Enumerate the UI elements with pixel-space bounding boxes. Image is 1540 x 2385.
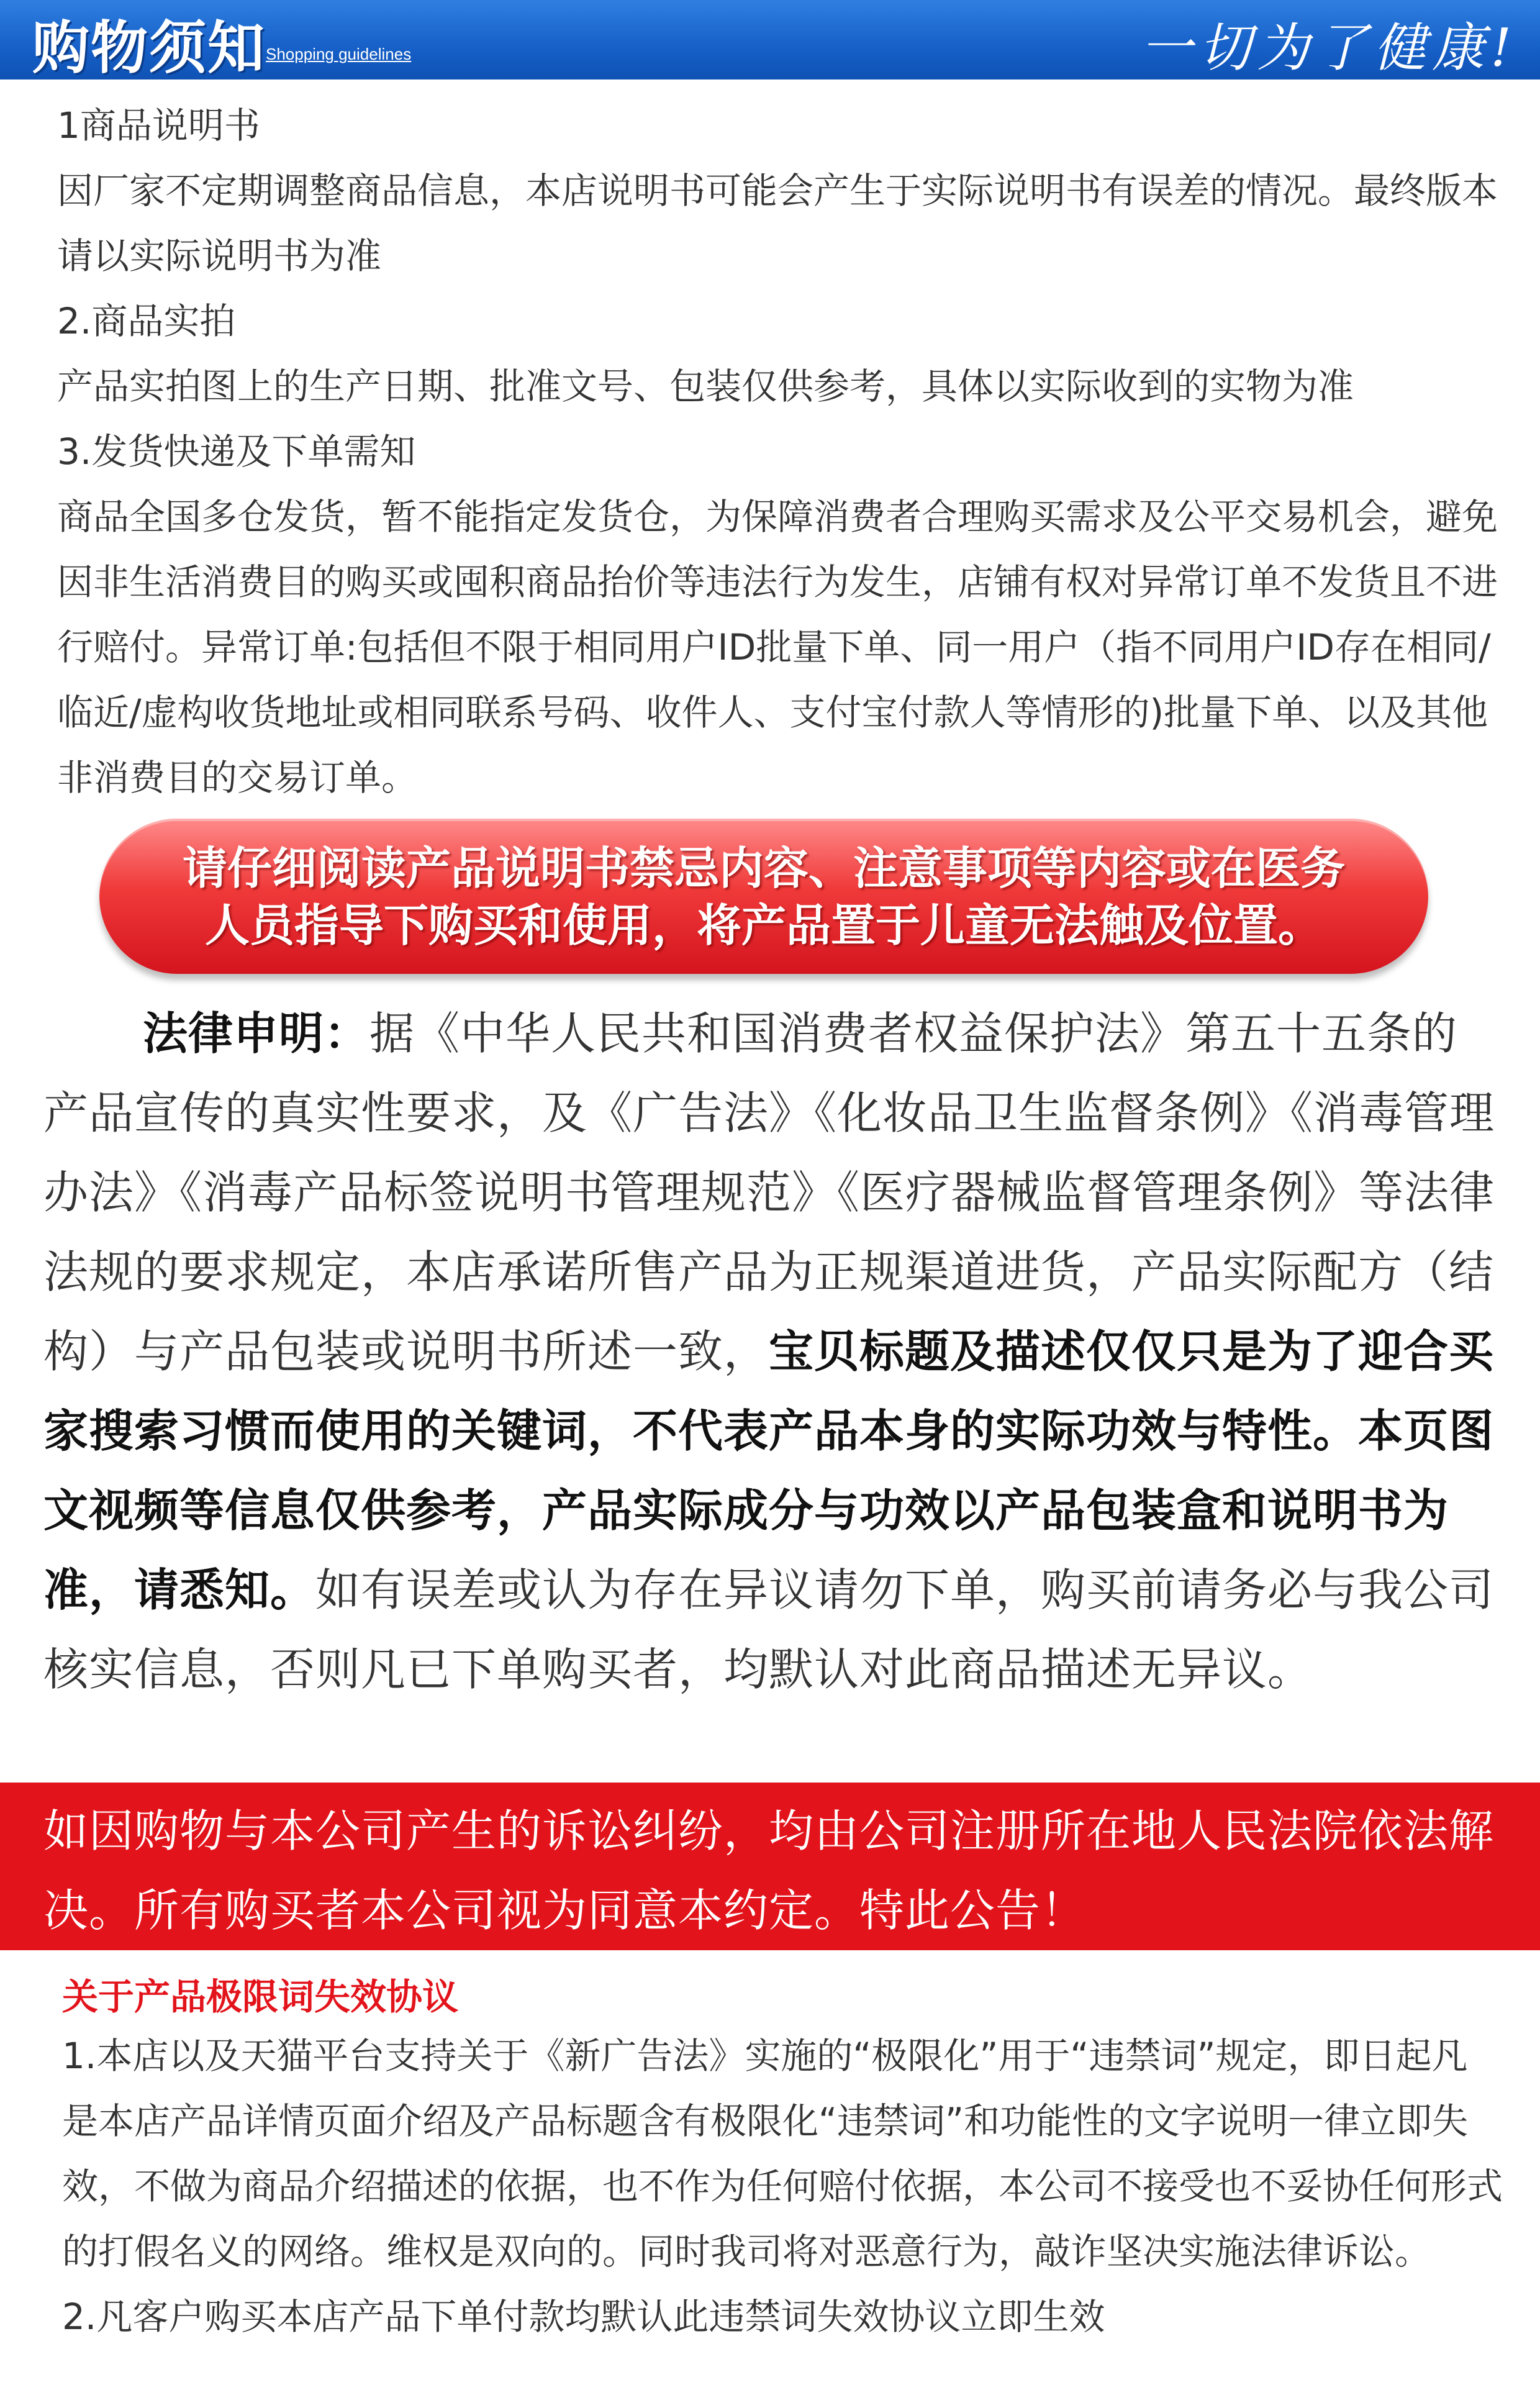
agreement-item-1: 1.本店以及天猫平台支持关于《新广告法》实施的“极限化”用于“违禁词”规定，即日起凡是本店产品详情页面介绍及产品标题含有极限化“违禁词”和功能性的文字说明一律立即失效，不做为商品介绍描述的依据，也不作为任何赔付依据，本公司不接受也不妥协任何形式的打假名义的网络。维权是双向的。同时我司将对恶意行为，敲诈坚决实施法律诉讼。 [62,2035,1503,2273]
page-title: 购物须知 [32,15,266,81]
warning-text [99,840,1428,954]
legal-label: 法律申明： [143,1007,370,1060]
guidelines-section [57,93,1510,811]
header-slogan: 一切为了健康! [1140,17,1518,78]
guideline-heading-3: 3.发货快递及下单需知 [57,430,416,473]
legal-text-part2: 如有误差或认为存在异议请勿下单，购买前请务必与我公司核实信息，否则凡已下单购买者，均默认对此商品描述无异议。 [43,1564,1495,1696]
page-subtitle: Shopping guidelines [266,45,412,63]
litigation-notice-text: 如因购物与本公司产生的诉讼纠纷，均由公司注册所在地人民法院依法解决。所有购买者本公司视为同意本约定。特此公告！ [43,1805,1495,1937]
warning-line-1: 请仔细阅读产品说明书禁忌内容、注意事项等内容或在医务 [182,842,1345,894]
agreement-title: 关于产品极限词失效协议 [62,1976,459,2018]
warning-line-2: 人员指导下购买和使用，将产品置于儿童无法触及位置。 [204,899,1323,952]
guideline-heading-2: 2.商品实拍 [57,300,236,342]
warning-banner [99,819,1428,974]
guideline-text-2: 产品实拍图上的生产日期、批准文号、包装仅供参考，具体以实际收到的实物为准 [57,365,1354,407]
litigation-notice-band [0,1783,1540,1950]
guideline-heading-1: 1商品说明书 [57,104,260,147]
legal-text-part1: 据《中华人民共和国消费者权益保护法》第五十五条的产品宣传的真实性要求，及《广告法》《化妆品卫生监督条例》《消毒管理办法》《消毒产品标签说明书管理规范》《医疗器械监督管理条例》等法律法规的要求规定，本店承诺所售产品为正规渠道进货，产品实际配方（结构）与产品包装或说明书所述一致， [43,1007,1495,1378]
legal-statement [43,994,1503,1709]
agreement-item-2: 2.凡客户购买本店产品下单付款均默认此违禁词失效协议立即生效 [62,2296,1105,2338]
legal-text-bold: 宝贝标题及描述仅仅只是为了迎合买家搜索习惯而使用的关键词，不代表产品本身的实际功效与特性。本页图文视频等信息仅供参考，产品实际成分与功效以产品包装盒和说明书为准，请悉知。 [43,1325,1495,1616]
agreement-section [62,2024,1503,2350]
header-banner [0,0,1540,80]
guideline-text-3: 商品全国多仓发货，暂不能指定发货仓，为保障消费者合理购买需求及公平交易机会，避免因非生活消费目的购买或囤积商品抬价等违法行为发生，店铺有权对异常订单不发货且不进行赔付。异常订单:包括但不限于相同用户ID批量下单、同一用户（指不同用户ID存在相同/临近/虚构收货地址或相同联系号码、收件人、支付宝付款人等情形的)批量下单、以及其他非消费目的交易订单。 [57,496,1498,799]
guideline-text-1: 因厂家不定期调整商品信息，本店说明书可能会产生于实际说明书有误差的情况。最终版本请以实际说明书为准 [57,170,1498,277]
